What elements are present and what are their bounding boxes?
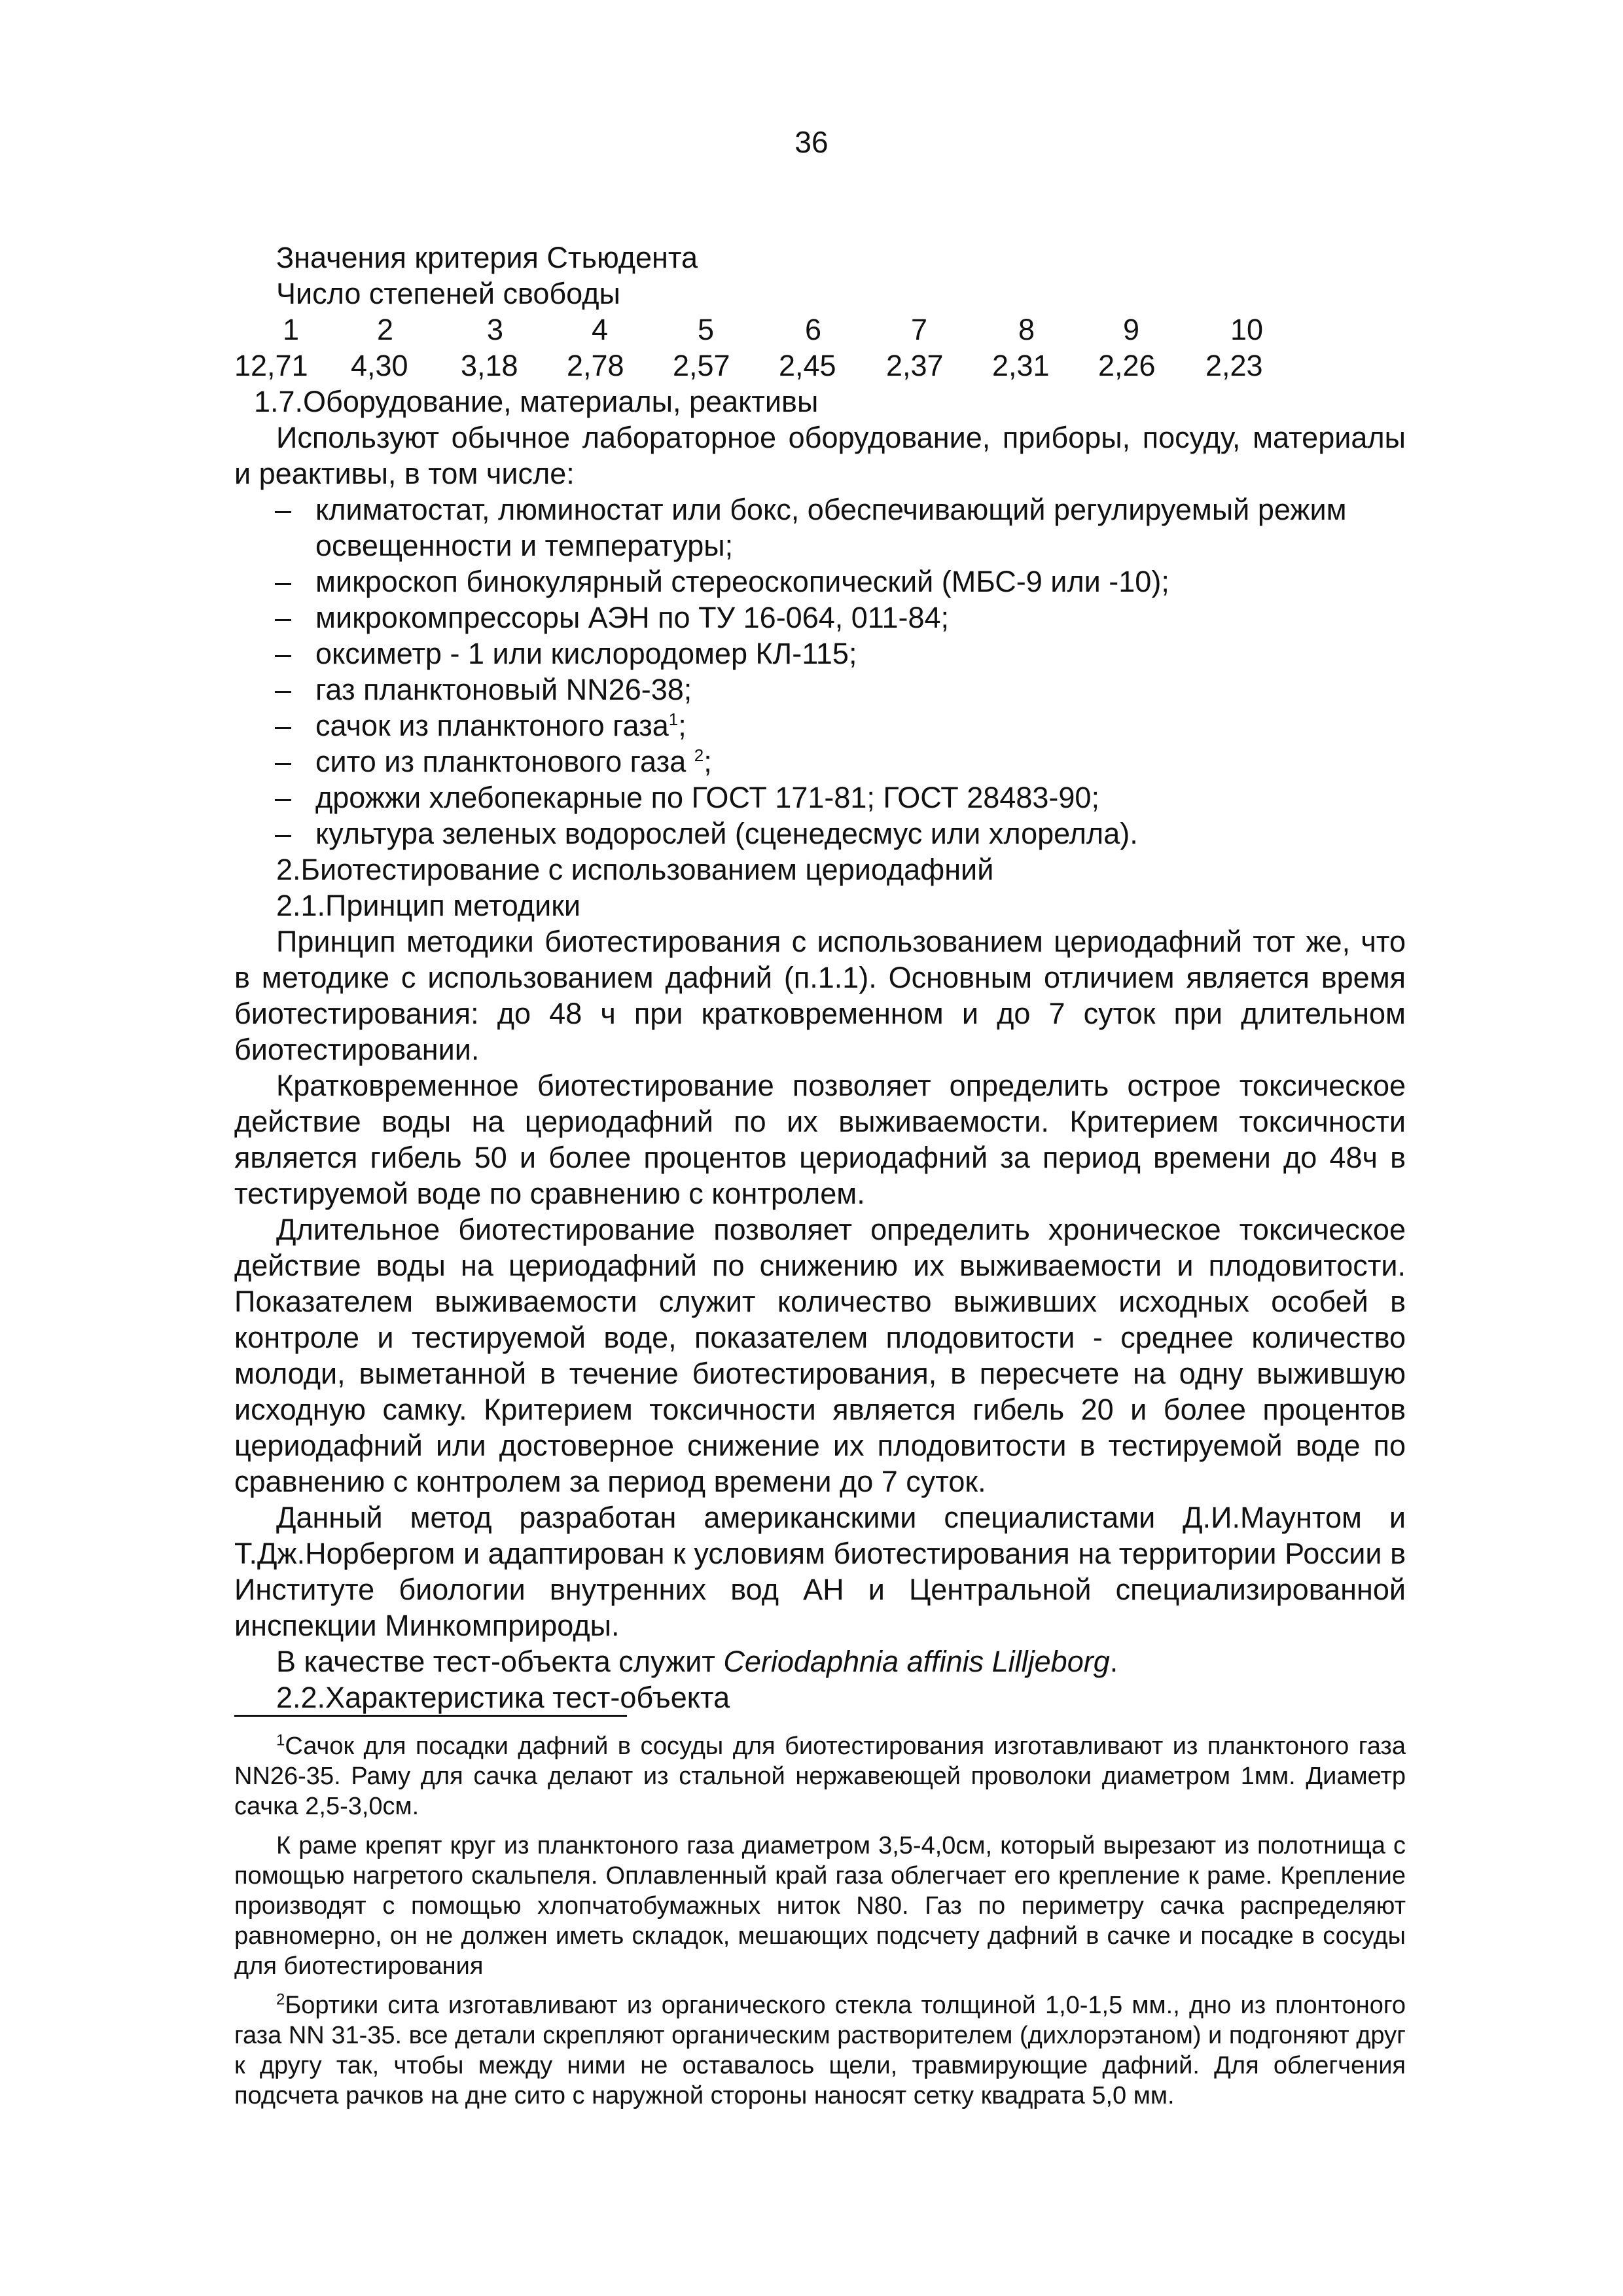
footnote-mark: 2 (276, 1990, 285, 2009)
section-heading-2-1: 2.1.Принцип методики (276, 889, 581, 922)
list-item: – газ планктоновый NN26-38; (275, 673, 692, 706)
degree-cell: 5 (698, 313, 715, 346)
footnote-ref-1: 1 (668, 709, 679, 729)
degree-cell: 7 (911, 313, 928, 346)
degree-cell: 8 (1018, 313, 1035, 346)
paragraph: Длительное биотестирование позволяет определить хроническое токсическое действие воды на цериодафний по снижению их выживаемости и плодовитости. Показателем выживаемости служит количество выживших исходных особей в контроле и тестируемой воде, показателем плодовитости - среднее количество молоди, выметанной в течение биотестирования, в пересчете на одну выжившую исходную самку. Критерием токсичности является гибель 20 и более процентов цериодафний или достоверное снижение их плодовитости в тестируемой воде по сравнению с контролем за период времени до 7 суток. (234, 1213, 1406, 1498)
degrees-row (234, 312, 1406, 348)
degree-cell: 3 (487, 313, 504, 346)
degree-cell: 2 (377, 313, 394, 346)
table-subtitle: Число степеней свободы (276, 277, 620, 310)
section-heading-2-2: 2.2.Характеристика тест-объекта (276, 1681, 730, 1714)
list-item: – климатостат, люминостат или бокс, обеспечивающий регулируемый режим освещенности и температуры; (275, 493, 1347, 562)
degree-cell: 6 (805, 313, 822, 346)
equipment-intro: Используют обычное лабораторное оборудование, приборы, посуду, материалы и реактивы, в том числе: (234, 421, 1406, 490)
value-cell: 3,18 (461, 349, 518, 382)
value-cell: 2,45 (779, 349, 836, 382)
value-cell: 2,37 (886, 349, 944, 382)
list-item: – микроскоп бинокулярный стереоскопический (МБС-9 или -10); (275, 565, 1169, 598)
footnote-1-continued: К раме крепят круг из планктоного газа диаметром 3,5-4,0см, который вырезают из полотнища с помощью нагретого скальпеля. Оплавленный край газа облегчает его крепление к раме. Крепление производят с помощью хлопчатобумажных ниток N80. Газ по периметру сачка распределяют равномерно, он не должен иметь складок, мешающих подсчету дафний в сачке и посадке в сосуды для биотестирования (234, 1832, 1406, 1980)
list-item: – культура зеленых водорослей (сценедесмус или хлорелла). (275, 817, 1138, 850)
student-table (234, 240, 1406, 384)
test-object-line: В качестве тест-объекта служит Ceriodaphnia affinis Lilljeborg. (276, 1645, 1118, 1678)
value-cell: 4,30 (351, 349, 408, 382)
list-item: – сито из планктонового газа $^2$; (275, 745, 712, 778)
list-item: – сачок из планктоного газа$^1$; (275, 709, 687, 742)
value-cell: 2,31 (992, 349, 1050, 382)
main-text (234, 240, 1406, 1715)
degree-cell: 1 (283, 313, 300, 346)
species-name: Ceriodaphnia affinis Lilljeborg (723, 1645, 1110, 1678)
degree-cell: 10 (1230, 313, 1264, 346)
footnote-mark: 1 (276, 1731, 285, 1749)
table-title: Значения критерия Стьюдента (276, 241, 698, 274)
list-item: – дрожжи хлебопекарные по ГОСТ 171-81; ГОСТ 28483-90; (275, 781, 1099, 814)
footnote-1: $^1$Сачок для посадки дафний в сосуды для биотестирования изготавливают из планктоного газа NN26-35. Раму для сачка делают из стальной нержавеющей проволоки диаметром 1мм. Диаметр сачка 2,5-3,0см. (234, 1731, 1406, 1820)
value-cell: 2,26 (1098, 349, 1156, 382)
section-heading-1-7: 1.7.Оборудование, материалы, реактивы (254, 385, 819, 418)
paragraph: Принцип методики биотестирования с использованием цериодафний тот же, что в методике с использованием дафний (п.1.1). Основным отличием является время биотестирования: до 48 ч при кратковременном и до 7 суток при длительном биотестировании. (234, 925, 1406, 1066)
value-cell: 12,71 (234, 349, 308, 382)
value-cell: 2,23 (1205, 349, 1263, 382)
footnote-divider (234, 1715, 627, 1717)
footnote-ref-2: 2 (694, 745, 704, 765)
degree-cell: 4 (592, 313, 609, 346)
list-item: – микрокомпрессоры АЭН по ТУ 16-064, 011-84; (275, 601, 950, 634)
paragraph: Данный метод разработан американскими специалистами Д.И.Маунтом и Т.Дж.Норбергом и адаптирован к условиям биотестирования на территории России в Институте биологии внутренних вод АН и Центральной специализированной инспекции Минкомприроды. (234, 1501, 1406, 1642)
value-cell: 2,78 (567, 349, 624, 382)
value-cell: 2,57 (673, 349, 730, 382)
list-item: – оксиметр - 1 или кислородомер КЛ-115; (275, 637, 857, 670)
paragraph: Кратковременное биотестирование позволяет определить острое токсическое действие воды на цериодафний по их выживаемости. Критерием токсичности является гибель 50 и более процентов цериодафний за период времени до 48ч в тестируемой воде по сравнению с контролем. (234, 1069, 1406, 1210)
section-heading-2: 2.Биотестирование с использованием цериодафний (276, 853, 994, 886)
values-row (234, 348, 1406, 384)
footnote-2: $^2$Бортики сита изготавливают из органического стекла толщиной 1,0-1,5 мм., дно из плонтоного газа NN 31-35. все детали скрепляют органическим растворителем (дихлорэтаном) и подгоняют друг к другу так, чтобы между ними не оставалось щели, травмирующие дафний. Для облегчения подсчета рачков на дне сито с наружной стороны наносят сетку квадрата 5,0 мм. (234, 1990, 1406, 2109)
footnotes (234, 1731, 1406, 2111)
page-number: 36 (794, 125, 829, 159)
degree-cell: 9 (1123, 313, 1140, 346)
equipment-list (234, 492, 1406, 852)
